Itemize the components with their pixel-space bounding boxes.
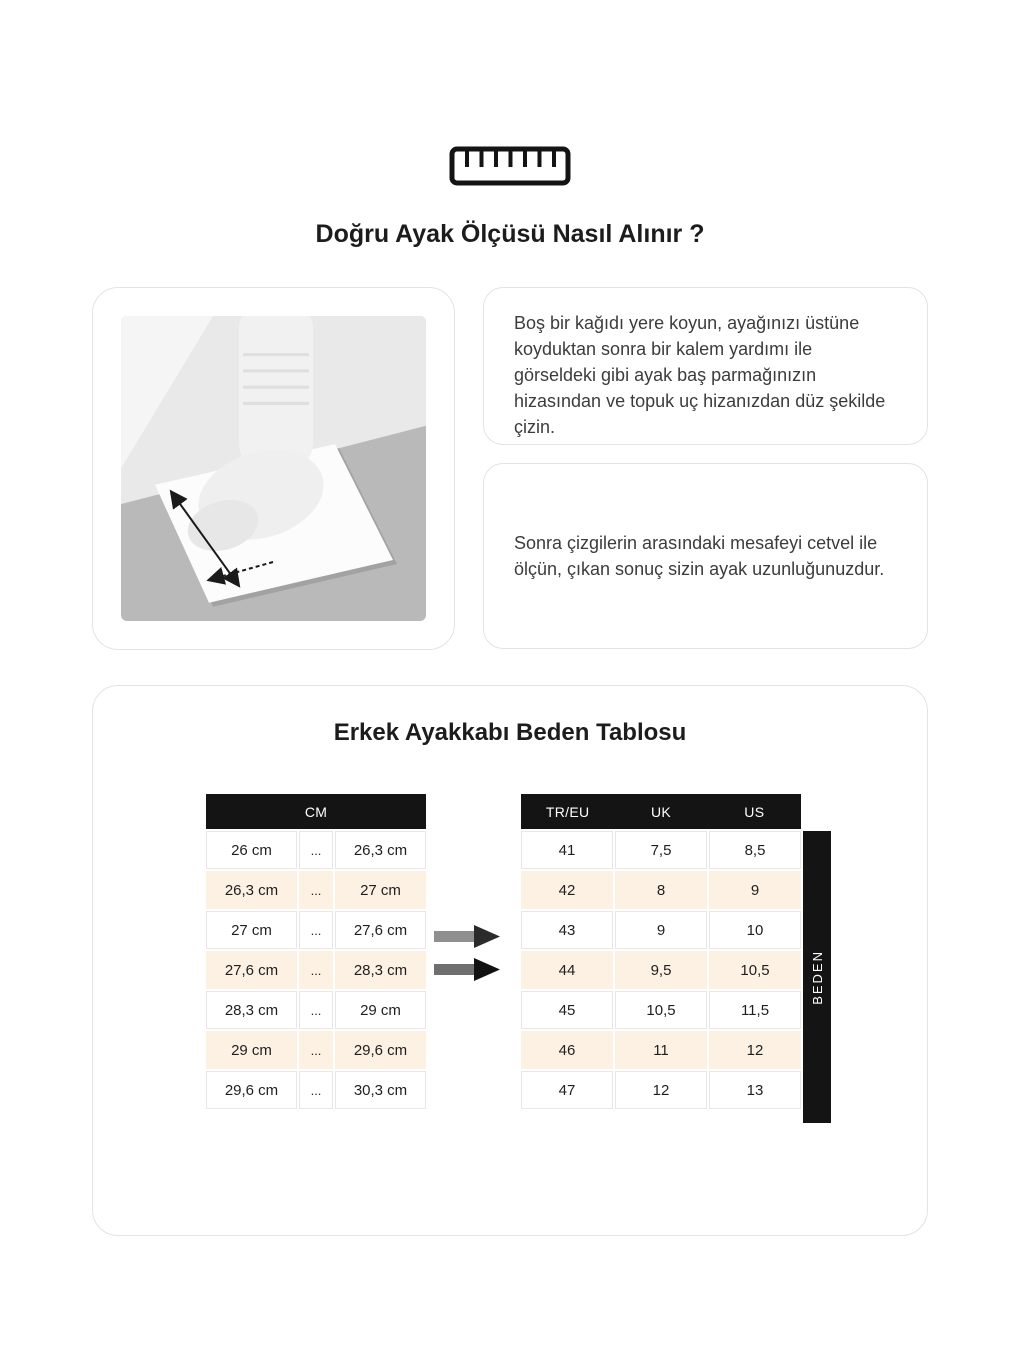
cm-from-cell: 26 cm: [206, 831, 297, 869]
foot-on-paper-illustration: [121, 316, 426, 621]
cm-to-cell: 30,3 cm: [335, 1071, 426, 1109]
instruction-column: [483, 287, 928, 650]
instruction-step-1-text: Boş bir kağıdı yere koyun, ayağınızı üstüne koyduktan sonra bir kalem yardımı ile görseldeki gibi ayak baş parmağınızın hizasından ve topuk uç hizanızdan düz şekilde çizin.: [514, 313, 886, 438]
table-row: [521, 1031, 801, 1069]
table-row: [521, 911, 801, 949]
cm-to-cell: 27,6 cm: [335, 911, 426, 949]
beden-vertical-bar: [803, 831, 831, 1123]
table-row: [206, 951, 426, 989]
table-row: [206, 831, 426, 869]
page-title: Doğru Ayak Ölçüsü Nasıl Alınır ?: [315, 220, 705, 248]
size-table-header-uk: UK: [650, 803, 672, 820]
us-cell: 8,5: [709, 831, 801, 869]
tr-eu-cell: 43: [521, 911, 613, 949]
table-row: [521, 831, 801, 869]
conversion-arrows-icon: [434, 924, 504, 984]
size-chart-card: [92, 685, 928, 1236]
instruction-step-2: [483, 463, 928, 649]
foot-measurement-photo: [92, 287, 455, 650]
uk-cell: 7,5: [615, 831, 707, 869]
cm-to-cell: 26,3 cm: [335, 831, 426, 869]
cm-to-cell: 28,3 cm: [335, 951, 426, 989]
uk-cell: 9: [615, 911, 707, 949]
size-chart-title: Erkek Ayakkabı Beden Tablosu: [333, 719, 687, 746]
uk-cell: 11: [615, 1031, 707, 1069]
tr-eu-cell: 47: [521, 1071, 613, 1109]
us-cell: 10: [709, 911, 801, 949]
cm-from-cell: 29 cm: [206, 1031, 297, 1069]
range-separator: ...: [299, 911, 333, 949]
instruction-step-1: [483, 287, 928, 445]
range-separator: ...: [299, 1071, 333, 1109]
size-conversion-table: [521, 794, 801, 1109]
tr-eu-cell: 44: [521, 951, 613, 989]
cm-range-table: [206, 794, 426, 1109]
cm-from-cell: 27,6 cm: [206, 951, 297, 989]
uk-cell: 12: [615, 1071, 707, 1109]
table-row: [206, 991, 426, 1029]
table-row: [521, 871, 801, 909]
table-row: [521, 951, 801, 989]
table-row: [206, 871, 426, 909]
table-row: [206, 1031, 426, 1069]
us-cell: 12: [709, 1031, 801, 1069]
table-row: [206, 1071, 426, 1109]
cm-table-header: CM: [206, 794, 426, 829]
cm-to-cell: 29 cm: [335, 991, 426, 1029]
size-table-header-us: US: [744, 803, 765, 820]
table-row: [521, 1071, 801, 1109]
range-separator: ...: [299, 831, 333, 869]
us-cell: 11,5: [709, 991, 801, 1029]
uk-cell: 9,5: [615, 951, 707, 989]
cm-to-cell: 27 cm: [335, 871, 426, 909]
size-table-header-tr-eu: TR/EU: [545, 803, 590, 820]
tr-eu-cell: 46: [521, 1031, 613, 1069]
table-row: [521, 991, 801, 1029]
us-cell: 13: [709, 1071, 801, 1109]
tr-eu-cell: 41: [521, 831, 613, 869]
range-separator: ...: [299, 1031, 333, 1069]
ruler-icon: [0, 146, 1020, 186]
cm-from-cell: 28,3 cm: [206, 991, 297, 1029]
measurement-section: [92, 287, 928, 650]
cm-from-cell: 27 cm: [206, 911, 297, 949]
tr-eu-cell: 45: [521, 991, 613, 1029]
tr-eu-cell: 42: [521, 871, 613, 909]
size-table-header: [521, 794, 801, 829]
cm-from-cell: 29,6 cm: [206, 1071, 297, 1109]
instruction-step-2-text: Sonra çizgilerin arasındaki mesafeyi cetvel ile ölçün, çıkan sonuç sizin ayak uzunluğunuzdur.: [514, 532, 885, 579]
uk-cell: 10,5: [615, 991, 707, 1029]
table-row: [206, 911, 426, 949]
range-separator: ...: [299, 951, 333, 989]
us-cell: 10,5: [709, 951, 801, 989]
us-cell: 9: [709, 871, 801, 909]
cm-from-cell: 26,3 cm: [206, 871, 297, 909]
uk-cell: 8: [615, 871, 707, 909]
range-separator: ...: [299, 871, 333, 909]
cm-to-cell: 29,6 cm: [335, 1031, 426, 1069]
beden-label: BEDEN: [809, 949, 825, 1005]
range-separator: ...: [299, 991, 333, 1029]
